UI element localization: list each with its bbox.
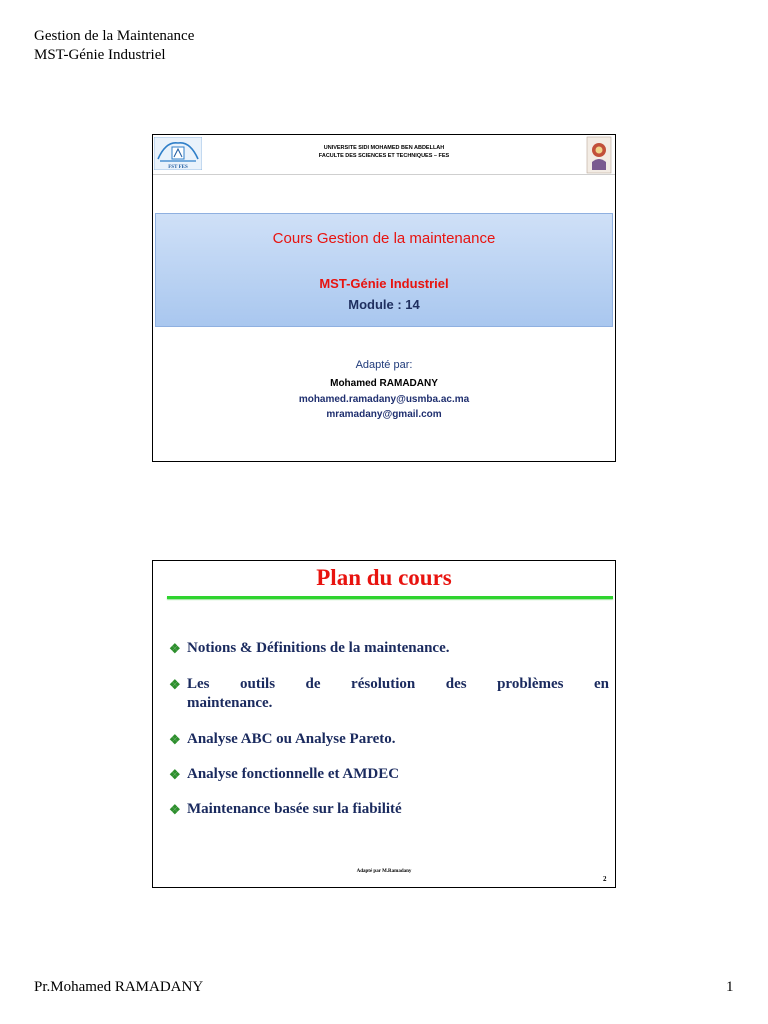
outline-title: Plan du cours [316,565,452,590]
author-email-university: mohamed.ramadany@usmba.ac.ma [298,394,470,405]
outline-list [167,639,609,819]
university-name [273,144,495,160]
outline-slide [152,560,616,888]
outline-item [167,800,609,819]
footer-page-number: 1 [726,979,734,995]
outline-item-text: Maintenance basée sur la fiabilité [187,801,402,817]
diamond-bullet-icon: ❖ [169,641,181,656]
author-name: Mohamed RAMADANY [330,378,438,389]
page-header [34,27,194,65]
title-slide [152,134,616,462]
outline-item [167,765,609,784]
header-program: MST-Génie Industriel [34,47,166,63]
outline-item [167,730,609,749]
fst-fes-logo [154,137,202,170]
slide-header-bar [153,135,615,175]
diamond-bullet-icon: ❖ [169,732,181,747]
university-emblem [583,136,615,174]
outline-item [167,675,609,713]
footer-author: Pr.Mohamed RAMADANY [34,979,204,995]
outline-item-text: Analyse fonctionnelle et AMDEC [187,766,400,782]
author-email-gmail: mramadany@gmail.com [326,409,442,420]
diamond-bullet-icon: ❖ [169,677,181,692]
outline-item [167,639,609,658]
outline-item-text-continued: maintenance. [187,695,273,711]
university-line-1: UNIVERSITE SIDI MOHAMED BEN ABDELLAH [323,145,445,151]
header-course-title: Gestion de la Maintenance [34,28,195,44]
slide-subtitle: MST-Génie Industriel [319,276,449,291]
outline-item-text: Analyse ABC ou Analyse Pareto. [187,731,396,747]
slide-title: Cours Gestion de la maintenance [272,230,496,247]
slide-page-number: 2 [603,875,607,883]
slide-footer: Adapté par M.Ramadany [356,869,412,874]
title-divider [167,596,613,599]
module-label: Module : 14 [348,297,420,312]
logo-text: FST FES [168,165,188,170]
university-line-2: FACULTE DES SCIENCES ET TECHNIQUES – FES [318,153,450,159]
diamond-bullet-icon: ❖ [169,802,181,817]
outline-item-text: Les outils de résolution des problèmes en [187,676,609,692]
adapted-by-label: Adapté par: [355,359,413,371]
outline-item-text: Notions & Définitions de la maintenance. [187,640,450,656]
diamond-bullet-icon: ❖ [169,767,181,782]
